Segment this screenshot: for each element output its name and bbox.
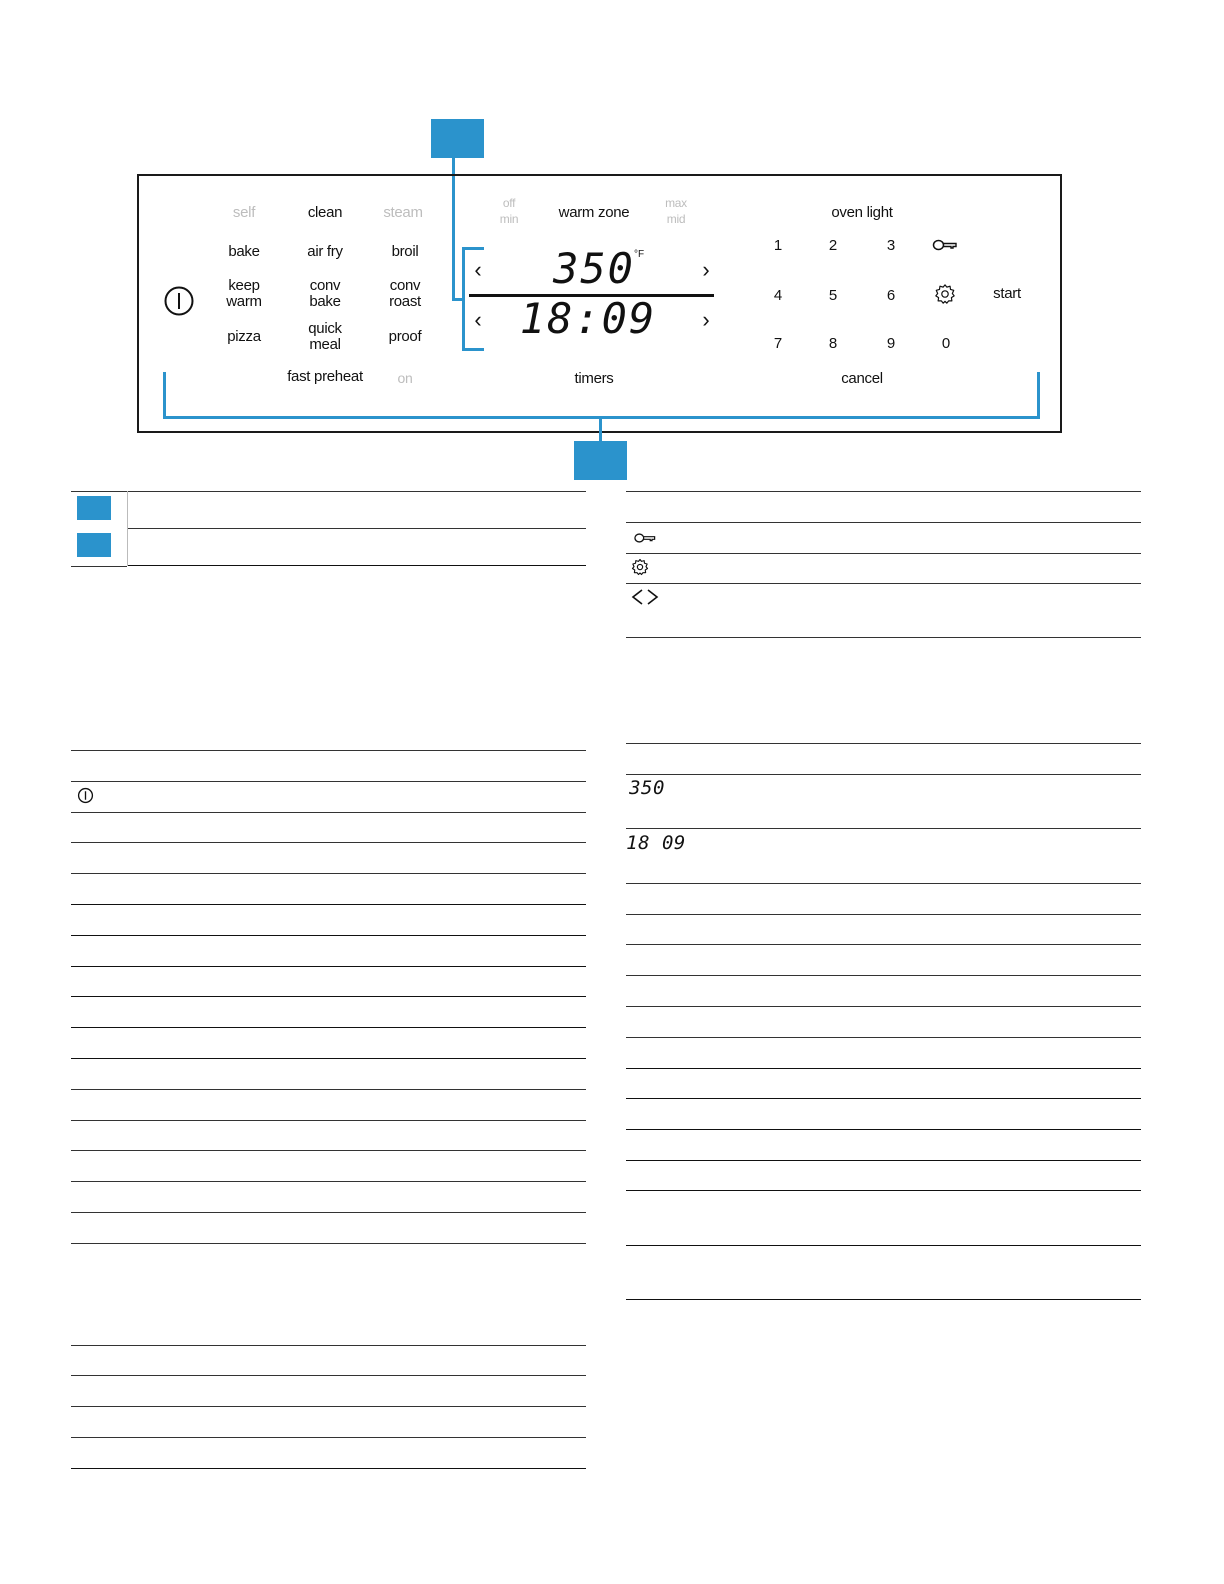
callout-top-marker (431, 119, 484, 158)
right-table-rule (626, 637, 1141, 638)
warm-zone-mid: mid (666, 212, 686, 226)
temperature-unit: °F (634, 249, 645, 260)
left-table-rule (71, 1120, 586, 1121)
steam-key[interactable]: steam (383, 204, 423, 221)
gear-icon-legend (631, 558, 649, 576)
right-table-rule (626, 553, 1141, 554)
left-table-rule (71, 1212, 586, 1213)
warm-zone-min: min (499, 212, 519, 226)
cancel-key[interactable]: cancel (841, 370, 883, 387)
temp-chevron-left-icon[interactable]: ‹ (474, 257, 482, 282)
timers-key[interactable]: timers (574, 370, 614, 387)
right-table-rule (626, 1129, 1141, 1130)
right-table-rule (626, 491, 1141, 492)
left-table-rule (71, 1058, 586, 1059)
left-table-rule (71, 1181, 586, 1182)
callout-legend-swatch-bottom (77, 533, 111, 557)
temp-chevron-right-icon[interactable]: › (702, 257, 710, 282)
gear-icon[interactable] (934, 283, 956, 305)
conv-roast-label: conv roast (389, 277, 421, 310)
time-chevron-left-icon[interactable]: ‹ (474, 307, 482, 332)
conv-bake-label: conv bake (309, 277, 341, 310)
left-table-rule (71, 1027, 586, 1028)
conv-roast-key[interactable] (389, 278, 421, 310)
power-icon[interactable] (163, 285, 195, 317)
left-table-rule (71, 491, 586, 492)
right-table-rule (626, 774, 1141, 775)
warm-zone-max: max (665, 196, 687, 210)
oven-light-key[interactable]: oven light (831, 204, 893, 221)
left-table-rule (71, 1375, 586, 1376)
callout-bottom-marker (574, 441, 627, 480)
pizza-key[interactable]: pizza (227, 328, 261, 345)
on-indicator: on (397, 370, 413, 386)
display-time-sample: 18 09 (626, 832, 686, 854)
left-table-rule (71, 1150, 586, 1151)
left-table-rule (71, 1243, 586, 1244)
bake-key[interactable]: bake (228, 243, 260, 260)
callout-bottom-line (599, 418, 602, 442)
left-table-rule (71, 935, 586, 936)
fast-preheat-key[interactable]: fast preheat (287, 368, 363, 385)
conv-bake-key[interactable] (309, 278, 340, 310)
callout-legend-swatch-top (77, 496, 111, 520)
self-clean-key[interactable]: self (232, 204, 256, 221)
numpad-key-3[interactable]: 3 (886, 237, 896, 254)
numpad-key-9[interactable]: 9 (886, 335, 896, 352)
numpad-key-7[interactable]: 7 (773, 335, 783, 352)
right-table-rule (626, 1098, 1141, 1099)
right-table-rule (626, 1299, 1141, 1300)
numpad-key-1[interactable]: 1 (773, 237, 783, 254)
left-table-rule (71, 996, 586, 997)
right-table-rule (626, 914, 1141, 915)
right-table-rule (626, 743, 1141, 744)
left-table-rule (71, 966, 586, 967)
left-table-rule (71, 750, 586, 751)
left-table-rule (71, 781, 586, 782)
proof-key[interactable]: proof (388, 328, 422, 345)
left-table-rule (71, 812, 586, 813)
right-table-rule (626, 1160, 1141, 1161)
right-table-rule (626, 1068, 1141, 1069)
left-table-rule (71, 566, 127, 567)
numpad-key-4[interactable]: 4 (773, 287, 783, 304)
start-key[interactable]: start (993, 285, 1021, 302)
display-temp-sample: 350 (629, 777, 665, 799)
right-table-rule (626, 944, 1141, 945)
left-table-rule (71, 904, 586, 905)
right-table-rule (626, 1190, 1141, 1191)
right-table-rule (626, 828, 1141, 829)
right-table-rule (626, 1245, 1141, 1246)
key-lock-icon[interactable] (932, 237, 958, 253)
right-table-rule (626, 1006, 1141, 1007)
left-table-rule (71, 842, 586, 843)
power-icon-legend (77, 787, 94, 804)
bottom-bracket-left (163, 372, 166, 419)
warm-zone-key[interactable]: warm zone (558, 204, 630, 221)
quick-meal-key[interactable] (308, 321, 342, 353)
right-table-rule (626, 975, 1141, 976)
temperature-readout: 350 (553, 244, 635, 293)
keep-warm-label: keep warm (226, 277, 262, 310)
chevron-left-right-icon-legend (630, 588, 660, 606)
keep-warm-key[interactable] (226, 278, 261, 310)
numpad-key-6[interactable]: 6 (886, 287, 896, 304)
air-fry-key[interactable]: air fry (307, 243, 343, 260)
right-table-rule (626, 883, 1141, 884)
numpad-key-0[interactable]: 0 (941, 335, 951, 352)
right-table-rule (626, 522, 1141, 523)
time-readout: 18:09 (519, 294, 657, 343)
right-table-rule (626, 1037, 1141, 1038)
left-table-rule (71, 1089, 586, 1090)
numpad-key-2[interactable]: 2 (828, 237, 838, 254)
left-table-rule (71, 873, 586, 874)
clean-key[interactable]: clean (307, 204, 343, 221)
quick-meal-label: quick meal (308, 320, 342, 353)
left-table-column-divider (127, 491, 128, 566)
left-table-rule (71, 1437, 586, 1438)
left-table-rule (71, 1406, 586, 1407)
left-table-rule (127, 528, 586, 529)
right-table-rule (626, 583, 1141, 584)
numpad-key-5[interactable]: 5 (828, 287, 838, 304)
key-lock-icon-legend (631, 531, 659, 545)
bottom-bracket-right (1037, 372, 1040, 419)
left-table-rule (127, 565, 586, 566)
numpad-key-8[interactable]: 8 (828, 335, 838, 352)
left-table-rule (71, 1345, 586, 1346)
left-table-rule (71, 1468, 586, 1469)
time-chevron-right-icon[interactable]: › (702, 307, 710, 332)
broil-key[interactable]: broil (391, 243, 419, 260)
warm-zone-off: off (502, 196, 516, 210)
